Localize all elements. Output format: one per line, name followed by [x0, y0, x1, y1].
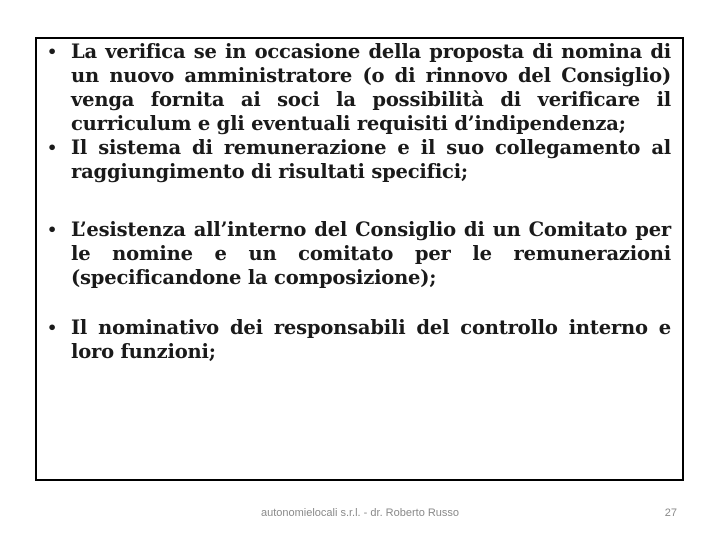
bullet-item: [47, 316, 671, 364]
page-number: 27: [664, 507, 677, 519]
footer-text: autonomielocali s.r.l. - dr. Roberto Russo: [260, 507, 460, 519]
bullet-dot-icon: •: [47, 318, 58, 337]
bullet-dot-icon: •: [47, 138, 58, 157]
bullet-dot-icon: •: [47, 42, 58, 61]
bullet-item: [47, 40, 671, 136]
bullet-text: Il sistema di remunerazione e il suo collegamento al raggiungimento di risultati specifici;: [71, 136, 671, 183]
bullet-text: La verifica se in occasione della proposta di nomina di un nuovo amministratore (o di rinnovo del Consiglio) venga fornita ai soci la possibilità di verificare il curriculum e gli eventuali requisiti d’indipendenza;: [71, 40, 671, 135]
bullet-text: L’esistenza all’interno del Consiglio di un Comitato per le nomine e un comitato per le remunerazioni (specificandone la composizione);: [71, 218, 671, 289]
bullet-item: [47, 136, 671, 184]
bullet-item: [47, 218, 671, 290]
bullet-dot-icon: •: [47, 220, 58, 239]
bullet-text: Il nominativo dei responsabili del controllo interno e loro funzioni;: [71, 316, 671, 363]
bullet-list: [47, 40, 671, 364]
